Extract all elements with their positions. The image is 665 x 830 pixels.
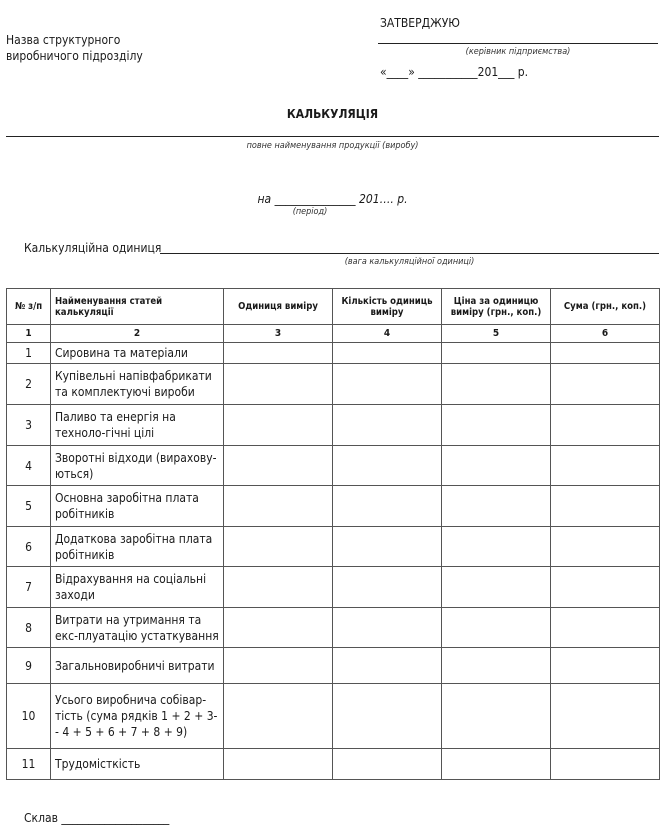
col-header-quantity: Кількість одиниць виміру [333, 289, 442, 325]
col-header-price: Ціна за одиницю виміру (грн., коп.) [442, 289, 551, 325]
quantity-cell[interactable] [333, 749, 442, 780]
col-header-unit: Одиниця виміру [224, 289, 333, 325]
row-number: 11 [7, 749, 51, 780]
sum-cell[interactable] [551, 608, 660, 648]
col-header-number: № з/п [7, 289, 51, 325]
price-cell[interactable] [442, 343, 551, 364]
quantity-cell[interactable] [333, 527, 442, 567]
col-header-name: Найменування статей калькуляції [51, 289, 224, 325]
row-number: 4 [7, 446, 51, 486]
col-number: 2 [51, 325, 224, 343]
row-name: Усього виробнича собівар-тість (сума рядків 1 + 2 + 3- - 4 + 5 + 6 + 7 + 8 + 9) [51, 684, 224, 749]
quantity-cell[interactable] [333, 567, 442, 608]
calc-unit-label: Калькуляційна одиниця [24, 241, 162, 255]
row-number: 6 [7, 527, 51, 567]
quantity-cell[interactable] [333, 648, 442, 684]
product-name-caption: повне найменування продукції (виробу) [246, 141, 419, 151]
row-name: Відрахування на соціальні заходи [51, 567, 224, 608]
row-number: 5 [7, 486, 51, 527]
col-number: 6 [551, 325, 660, 343]
price-cell[interactable] [442, 446, 551, 486]
period-line: на _______________ 201…. р. [257, 192, 408, 206]
row-number: 9 [7, 648, 51, 684]
unit-cell[interactable] [224, 749, 333, 780]
price-cell[interactable] [442, 567, 551, 608]
price-cell[interactable] [442, 486, 551, 527]
table-row [7, 567, 660, 608]
unit-cell[interactable] [224, 486, 333, 527]
sum-cell[interactable] [551, 648, 660, 684]
row-name: Витрати на утримання та екс-плуатацію устаткування [51, 608, 224, 648]
table-row [7, 648, 660, 684]
sum-cell[interactable] [551, 364, 660, 405]
approver-caption: (керівник підприємства) [465, 47, 571, 57]
quantity-cell[interactable] [333, 343, 442, 364]
row-name: Основна заробітна плата робітників [51, 486, 224, 527]
sum-cell[interactable] [551, 405, 660, 446]
unit-cell[interactable] [224, 567, 333, 608]
approver-signature-line [378, 43, 658, 44]
quantity-cell[interactable] [333, 364, 442, 405]
col-number: 1 [7, 325, 51, 343]
table-row [7, 405, 660, 446]
quantity-cell[interactable] [333, 486, 442, 527]
unit-cell[interactable] [224, 343, 333, 364]
sum-cell[interactable] [551, 486, 660, 527]
table-row [7, 446, 660, 486]
table-row [7, 343, 660, 364]
row-name: Паливо та енергія на техноло-гічні цілі [51, 405, 224, 446]
period-caption: (період) [292, 207, 328, 217]
sum-cell[interactable] [551, 749, 660, 780]
row-number: 2 [7, 364, 51, 405]
unit-cell[interactable] [224, 364, 333, 405]
table-row [7, 486, 660, 527]
price-cell[interactable] [442, 608, 551, 648]
approve-label: ЗАТВЕРДЖУЮ [380, 16, 460, 30]
row-name: Зворотні відходи (вирахову-ються) [51, 446, 224, 486]
price-cell[interactable] [442, 749, 551, 780]
unit-name-line2: виробничого підрозділу [6, 49, 143, 63]
quantity-cell[interactable] [333, 684, 442, 749]
quantity-cell[interactable] [333, 405, 442, 446]
sum-cell[interactable] [551, 527, 660, 567]
sum-cell[interactable] [551, 343, 660, 364]
row-name: Додаткова заробітна плата робітників [51, 527, 224, 567]
unit-cell[interactable] [224, 405, 333, 446]
row-number: 10 [7, 684, 51, 749]
document-title: КАЛЬКУЛЯЦІЯ [286, 107, 379, 121]
price-cell[interactable] [442, 684, 551, 749]
unit-name-line1: Назва структурного [6, 33, 121, 47]
sum-cell[interactable] [551, 446, 660, 486]
product-name-line [6, 136, 659, 137]
calc-unit-line [160, 253, 659, 254]
unit-cell[interactable] [224, 648, 333, 684]
price-cell[interactable] [442, 364, 551, 405]
row-name: Купівельні напівфабрикати та комплектуючі вироби [51, 364, 224, 405]
calc-unit-caption: (вага калькуляційної одиниці) [344, 257, 475, 267]
quantity-cell[interactable] [333, 608, 442, 648]
table-row [7, 608, 660, 648]
unit-cell[interactable] [224, 527, 333, 567]
col-number: 4 [333, 325, 442, 343]
row-number: 1 [7, 343, 51, 364]
column-number-row [7, 325, 660, 343]
price-cell[interactable] [442, 648, 551, 684]
unit-cell[interactable] [224, 684, 333, 749]
col-header-sum: Сума (грн., коп.) [551, 289, 660, 325]
sum-cell[interactable] [551, 684, 660, 749]
calculation-table [6, 288, 660, 780]
row-name: Трудомісткість [51, 749, 224, 780]
row-number: 3 [7, 405, 51, 446]
approval-date-line: «____» ___________201___ р. [380, 65, 529, 79]
unit-name [6, 32, 143, 64]
price-cell[interactable] [442, 405, 551, 446]
sum-cell[interactable] [551, 567, 660, 608]
col-number: 5 [442, 325, 551, 343]
quantity-cell[interactable] [333, 446, 442, 486]
row-number: 7 [7, 567, 51, 608]
row-number: 8 [7, 608, 51, 648]
row-name: Сировина та матеріали [51, 343, 224, 364]
table-row [7, 749, 660, 780]
unit-cell[interactable] [224, 446, 333, 486]
table-header-row [7, 289, 660, 325]
table-row [7, 364, 660, 405]
col-number: 3 [224, 325, 333, 343]
table-row [7, 527, 660, 567]
price-cell[interactable] [442, 527, 551, 567]
table-row [7, 684, 660, 749]
compiled-by: Склав ____________________ [24, 811, 170, 825]
unit-cell[interactable] [224, 608, 333, 648]
row-name: Загальновиробничі витрати [51, 648, 224, 684]
